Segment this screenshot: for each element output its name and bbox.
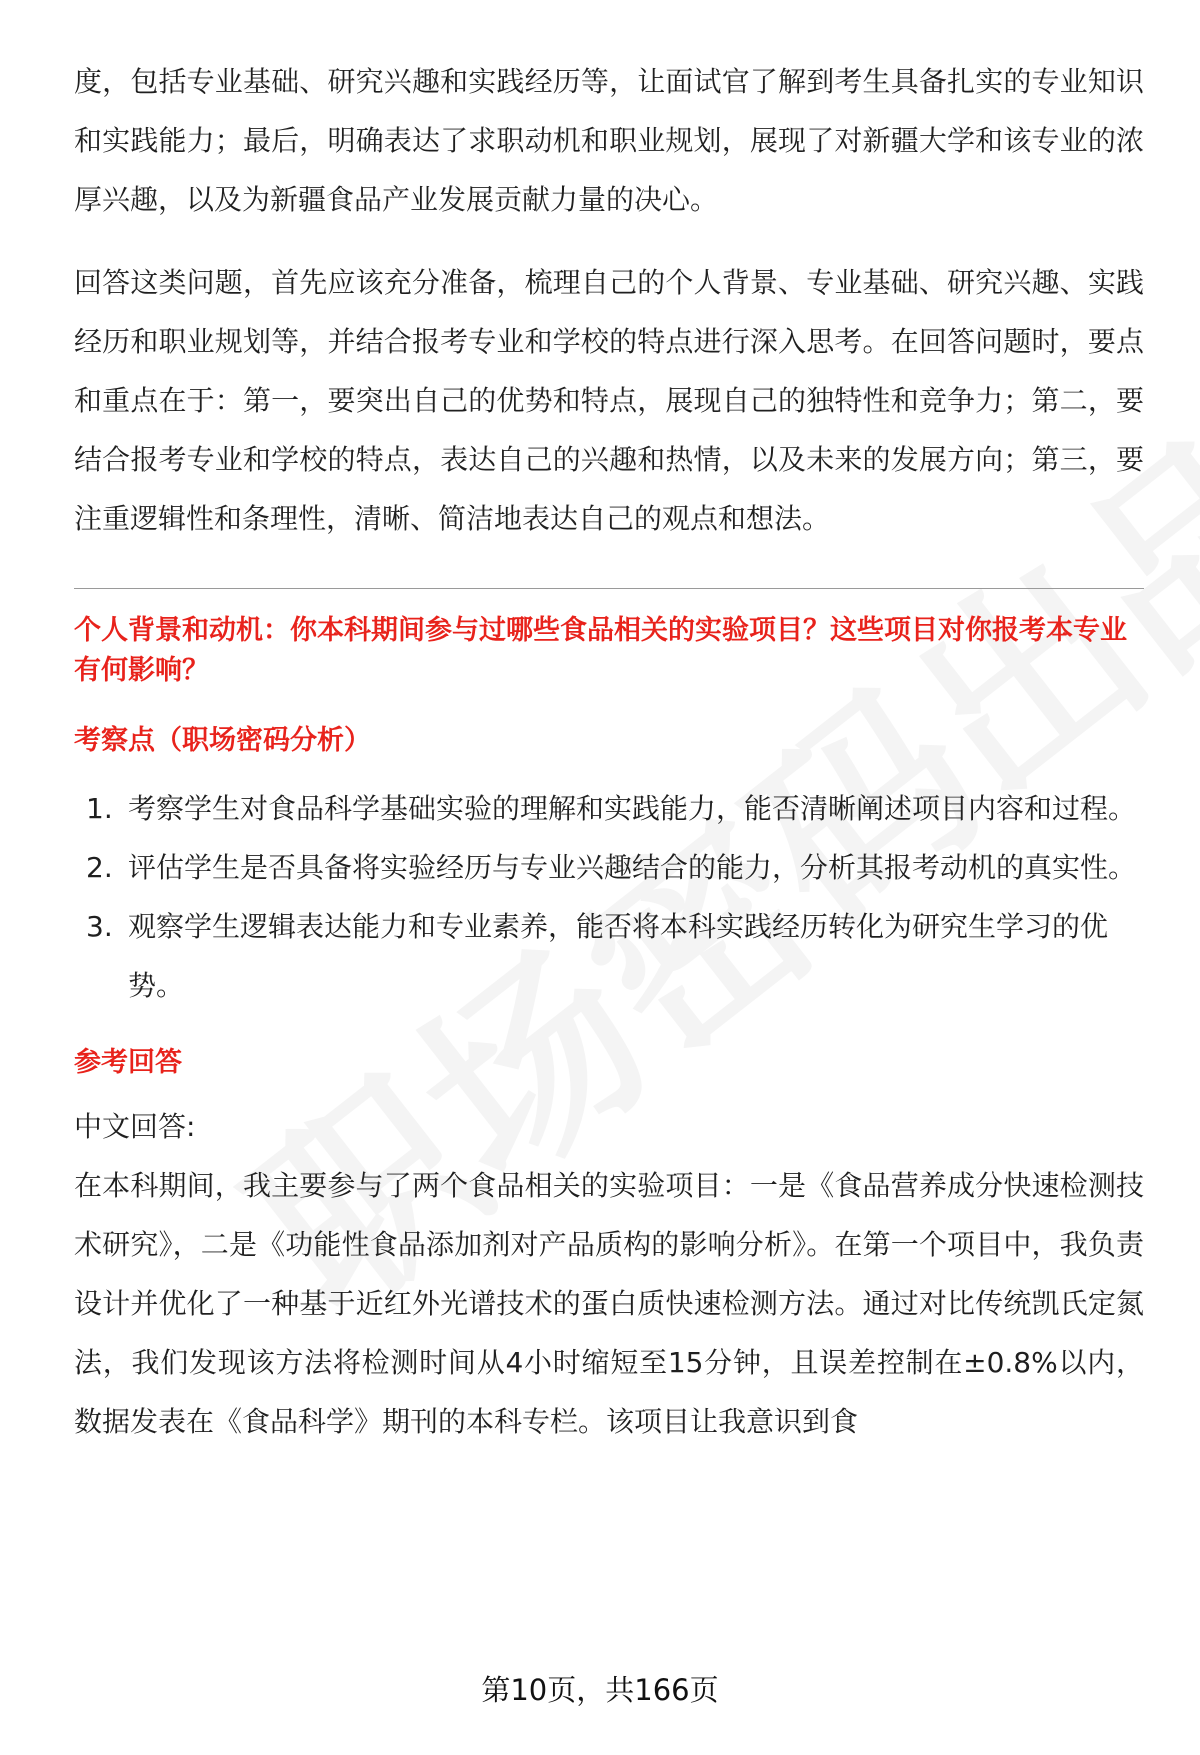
answer-heading: 参考回答 bbox=[74, 1047, 182, 1078]
section-divider bbox=[74, 588, 1144, 589]
list-text: 考察学生对食品科学基础实验的理解和实践能力，能否清晰阐述项目内容和过程。 bbox=[128, 792, 1137, 825]
analysis-heading: 考察点（职场密码分析） bbox=[74, 725, 371, 756]
question-title: 个人背景和动机：你本科期间参与过哪些食品相关的实验项目？这些项目对你报考本专业有何影响？ bbox=[74, 615, 1127, 686]
list-number: 2. bbox=[86, 851, 113, 884]
list-number: 3. bbox=[86, 910, 113, 943]
list-text: 评估学生是否具备将实验经历与专业兴趣结合的能力，分析其报考动机的真实性。 bbox=[128, 851, 1137, 884]
list-text: 观察学生逻辑表达能力和专业素养，能否将本科实践经历转化为研究生学习的优势。 bbox=[128, 910, 1109, 1002]
list-item bbox=[74, 897, 1144, 1015]
page-number: 第10页，共166页 bbox=[481, 1673, 719, 1707]
paragraph-advice: 回答这类问题，首先应该充分准备，梳理自己的个人背景、专业基础、研究兴趣、实践经历和职业规划等，并结合报考专业和学校的特点进行深入思考。在回答问题时，要点和重点在于：第一，要突出自己的优势和特点，展现自己的独特性和竞争力；第二，要结合报考专业和学校的特点，表达自己的兴趣和热情，以及未来的发展方向；第三，要注重逻辑性和条理性，清晰、简洁地表达自己的观点和想法。 bbox=[74, 266, 1144, 535]
analysis-list bbox=[74, 779, 1144, 1015]
list-number: 1. bbox=[86, 792, 113, 825]
list-item bbox=[74, 779, 1144, 838]
list-item bbox=[74, 838, 1144, 897]
document-body bbox=[74, 52, 1144, 1451]
answer-label: 中文回答: bbox=[74, 1110, 196, 1143]
paragraph-summary: 度，包括专业基础、研究兴趣和实践经历等，让面试官了解到考生具备扎实的专业知识和实践能力；最后，明确表达了求职动机和职业规划，展现了对新疆大学和该专业的浓厚兴趣，以及为新疆食品产业发展贡献力量的决心。 bbox=[74, 65, 1144, 216]
answer-text: 在本科期间，我主要参与了两个食品相关的实验项目：一是《食品营养成分快速检测技术研究》，二是《功能性食品添加剂对产品质构的影响分析》。在第一个项目中，我负责设计并优化了一种基于近红外光谱技术的蛋白质快速检测方法。通过对比传统凯氏定氮法，我们发现该方法将检测时间从4小时缩短至15分钟，且误差控制在±0.8%以内，数据发表在《食品科学》期刊的本科专栏。该项目让我意识到食 bbox=[74, 1169, 1144, 1438]
